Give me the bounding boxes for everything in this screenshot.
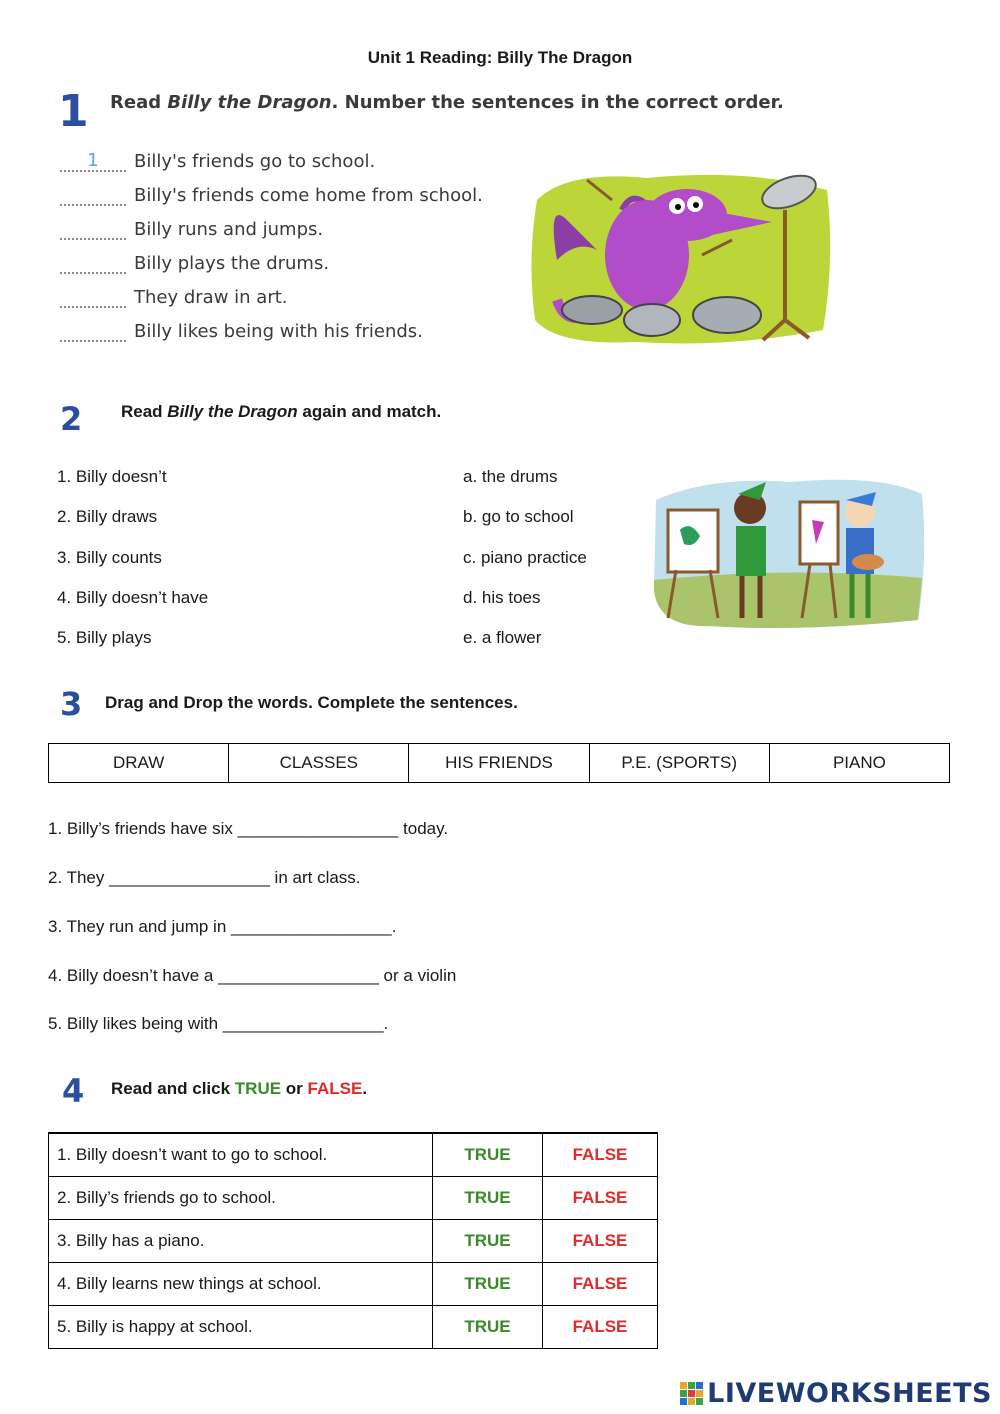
liveworksheets-logo xyxy=(679,1378,992,1409)
true-option[interactable]: TRUE xyxy=(433,1133,543,1177)
false-option[interactable]: FALSE xyxy=(543,1220,658,1263)
word-bank-item[interactable]: P.E. (SPORTS) xyxy=(590,744,770,782)
fill-in-sentence[interactable]: 2. They _________________ in art class. xyxy=(48,868,361,887)
match-right-item[interactable]: a. the drums xyxy=(463,467,558,486)
match-left-item[interactable]: 4. Billy doesn’t have xyxy=(57,588,209,607)
fill-in-sentence[interactable]: 5. Billy likes being with _________________. xyxy=(48,1014,389,1033)
statement: 5. Billy is happy at school. xyxy=(49,1306,433,1349)
order-sentence: Billy's friends come home from school. xyxy=(134,185,483,206)
match-left-item[interactable]: 2. Billy draws xyxy=(57,507,158,526)
order-answer-field[interactable] xyxy=(60,252,126,274)
section-3-instruction: Drag and Drop the words. Complete the sentences. xyxy=(105,693,518,712)
true-option[interactable]: TRUE xyxy=(433,1220,543,1263)
order-item xyxy=(60,184,483,210)
order-answer-field[interactable] xyxy=(60,320,126,342)
word-bank xyxy=(48,743,950,783)
order-sentence: Billy likes being with his friends. xyxy=(134,321,423,342)
match-right-item[interactable]: d. his toes xyxy=(463,588,541,607)
match-right-item[interactable]: c. piano practice xyxy=(463,548,587,567)
logo-text: LIVEWORKSHEETS xyxy=(707,1378,992,1409)
fill-in-sentence[interactable]: 1. Billy’s friends have six _________________ today. xyxy=(48,819,449,838)
match-left-item[interactable]: 1. Billy doesn’t xyxy=(57,467,167,486)
true-option[interactable]: TRUE xyxy=(433,1177,543,1220)
order-answer-field[interactable] xyxy=(60,218,126,240)
table-row xyxy=(49,1220,658,1263)
order-item xyxy=(60,286,288,312)
match-left-item[interactable]: 5. Billy plays xyxy=(57,628,152,647)
true-option[interactable]: TRUE xyxy=(433,1306,543,1349)
statement: 3. Billy has a piano. xyxy=(49,1220,433,1263)
statement: 1. Billy doesn’t want to go to school. xyxy=(49,1133,433,1177)
order-answer-field[interactable] xyxy=(60,286,126,308)
order-sentence: Billy plays the drums. xyxy=(134,253,330,274)
order-sentence: Billy's friends go to school. xyxy=(134,151,376,172)
true-false-table xyxy=(48,1132,658,1349)
order-answer-field[interactable] xyxy=(60,184,126,206)
section-1-number: 1 xyxy=(58,86,89,137)
order-sentence: Billy runs and jumps. xyxy=(134,219,324,240)
painting-kids-illustration xyxy=(650,470,928,632)
section-4-instruction: Read and click TRUE or FALSE. xyxy=(111,1079,368,1098)
dragon-drums-illustration xyxy=(527,160,837,350)
section-2-instruction: Read Billy the Dragon again and match. xyxy=(121,402,442,421)
order-sentence: They draw in art. xyxy=(134,287,288,308)
statement: 2. Billy’s friends go to school. xyxy=(49,1177,433,1220)
match-right-item[interactable]: e. a flower xyxy=(463,628,542,647)
table-row xyxy=(49,1306,658,1349)
match-left-item[interactable]: 3. Billy counts xyxy=(57,548,162,567)
order-item xyxy=(60,218,323,244)
section-3-number: 3 xyxy=(60,685,83,723)
fill-in-sentence[interactable]: 3. They run and jump in _________________. xyxy=(48,917,397,936)
false-option[interactable]: FALSE xyxy=(543,1177,658,1220)
section-4-number: 4 xyxy=(62,1072,85,1110)
order-answer-field[interactable]: 1 xyxy=(60,150,126,172)
section-1-instruction: Read Billy the Dragon. Number the sentences in the correct order. xyxy=(110,92,784,113)
fill-in-sentence[interactable]: 4. Billy doesn’t have a _________________ or a violin xyxy=(48,966,457,985)
word-bank-item[interactable]: PIANO xyxy=(832,753,886,772)
order-item xyxy=(60,150,375,176)
table-row xyxy=(49,1177,658,1220)
table-row xyxy=(49,1263,658,1306)
word-bank-item[interactable]: DRAW xyxy=(49,744,229,782)
match-right-item[interactable]: b. go to school xyxy=(463,507,574,526)
false-option[interactable]: FALSE xyxy=(543,1133,658,1177)
true-option[interactable]: TRUE xyxy=(433,1263,543,1306)
logo-grid-icon xyxy=(679,1381,705,1407)
section-2-number: 2 xyxy=(60,400,83,438)
order-item xyxy=(60,252,329,278)
word-bank-item[interactable]: HIS FRIENDS xyxy=(409,744,589,782)
table-row xyxy=(49,1133,658,1177)
order-item xyxy=(60,320,423,346)
false-option[interactable]: FALSE xyxy=(543,1306,658,1349)
word-bank-item[interactable]: CLASSES xyxy=(229,744,409,782)
statement: 4. Billy learns new things at school. xyxy=(49,1263,433,1306)
false-option[interactable]: FALSE xyxy=(543,1263,658,1306)
page-title: Unit 1 Reading: Billy The Dragon xyxy=(367,48,633,67)
